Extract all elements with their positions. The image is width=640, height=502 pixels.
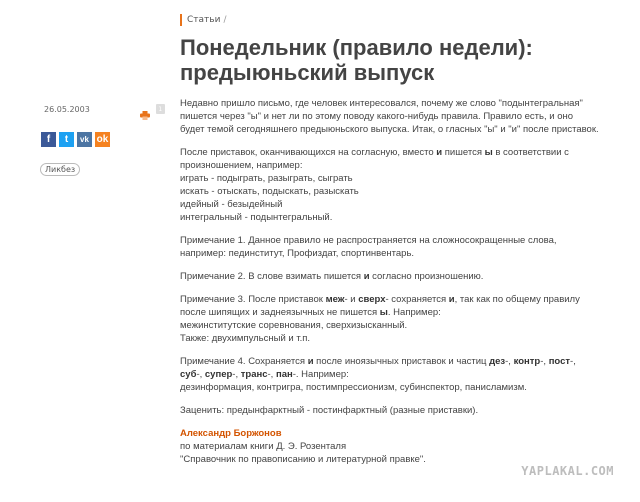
page-title: Понедельник (правило недели): предыюньский выпуск	[180, 35, 533, 85]
article-intro: Недавно пришло письмо, где человек интересовался, почему же слово "подынтегральная" пишется через "ы" и нет ли по этому поводу какого-нибудь правила. Правило есть, и оно будет темой сегодняшнего предыюньского выпуска. Итак, о гласных "ы" и "и" после приставок.	[180, 98, 599, 135]
breadcrumb-separator: /	[223, 15, 227, 25]
breadcrumb-link-articles[interactable]: Статьи	[187, 15, 221, 25]
article-body	[180, 97, 600, 466]
share-buttons	[41, 132, 110, 147]
author-name[interactable]: Александр Боржонов	[180, 428, 282, 439]
note-4: Примечание 4. Сохраняется и после иноязычных приставок и частиц дез-, контр-, пост-, суб-, супер-, транс-, пан-. Например: дезинформация, контригра, постимпрессионизм, субинспектор, панисламизм.	[180, 356, 576, 393]
article-rule: После приставок, оканчивающихся на согласную, вместо и пишется ы в соответствии с произношением, например: играть - подыграть, разыграть, сыграть искать - отыскать, подыскать, разыскать идейный - безыдейный интегральный - подынтегральный.	[180, 147, 569, 223]
category-tag[interactable]: Ликбез	[40, 163, 80, 176]
note-3: Примечание 3. После приставок меж- и сверх- сохраняется и, так как по общему правилу после шипящих и заднеязычных не пишется ы. Например: межинститутские соревнования, сверхизысканный. Также: двухимпульсный и т.п.	[180, 294, 580, 344]
publish-date: 26.05.2003	[44, 104, 90, 114]
rule-example: искать - отыскать, подыскать, разыскать	[180, 186, 359, 197]
article-meta	[44, 104, 165, 114]
note-1: Примечание 1. Данное правило не распространяется на сложносокращенные слова, например: пединститут, Профиздат, спортинвентарь.	[180, 235, 557, 259]
print-icon[interactable]	[140, 105, 150, 114]
rule-example: играть - подыграть, разыграть, сыграть	[180, 173, 353, 184]
twitter-share-icon[interactable]: t	[59, 132, 74, 147]
note-example: дезинформация, контригра, постимпрессионизм, субинспектор, панисламизм.	[180, 382, 527, 393]
signature	[180, 427, 600, 466]
breadcrumb-accent-bar	[180, 14, 182, 26]
vk-share-icon[interactable]: vk	[77, 132, 92, 147]
source-book: "Справочник по правописанию и литературной правке".	[180, 454, 426, 465]
rule-example: интегральный - подынтегральный.	[180, 212, 333, 223]
note-example: межинститутские соревнования, сверхизысканный.	[180, 320, 408, 331]
note-2: Примечание 2. В слове взимать пишется и согласно произношению.	[180, 271, 484, 282]
source-line: по материалам книги Д. Э. Розенталя	[180, 441, 347, 452]
breadcrumb	[180, 13, 227, 27]
facebook-share-icon[interactable]: f	[41, 132, 56, 147]
watermark: YAPLAKAL.COM	[521, 464, 614, 478]
note-example: Также: двухимпульсный и т.п.	[180, 333, 311, 344]
note-5: Заценить: предынфарктный - постинфарктный (разные приставки).	[180, 405, 479, 416]
rule-example: идейный - безыдейный	[180, 199, 283, 210]
odnoklassniki-share-icon[interactable]: ok	[96, 134, 109, 145]
comments-count-badge[interactable]: 1	[156, 104, 165, 114]
